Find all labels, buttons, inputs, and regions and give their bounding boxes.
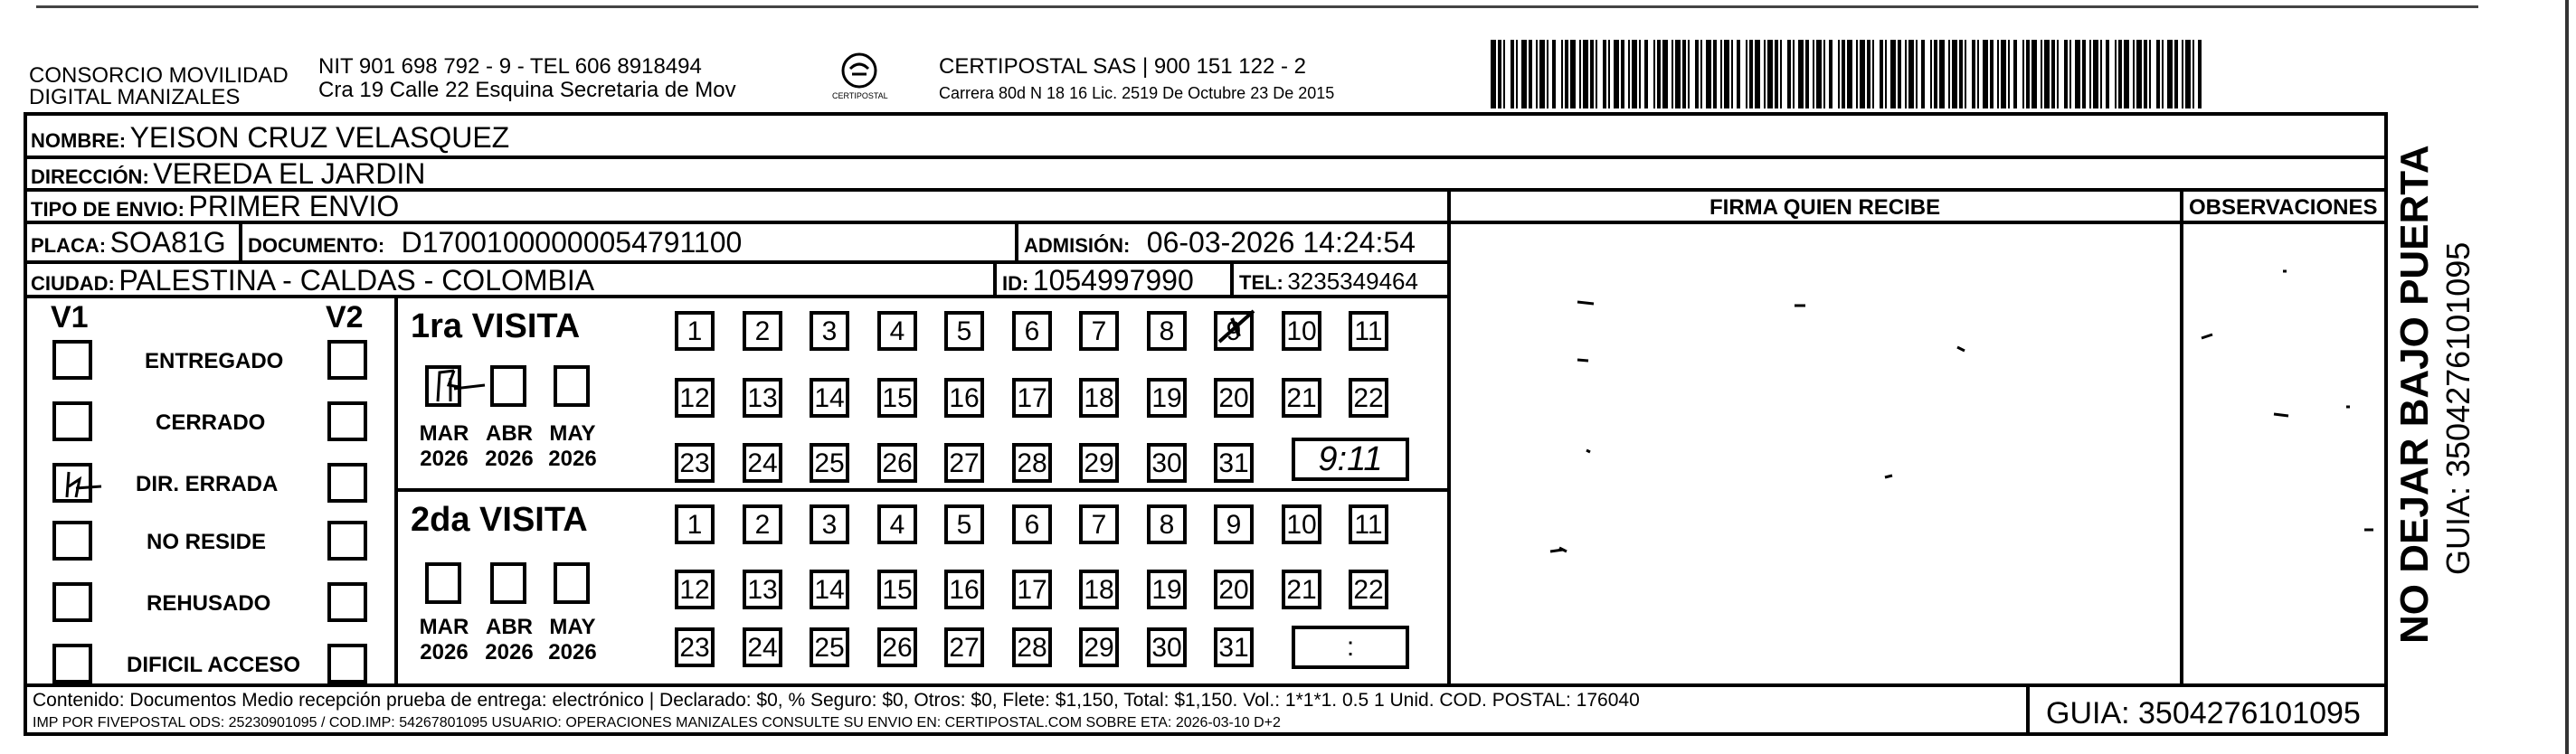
barcode-bar: [1746, 40, 1747, 108]
barcode-bar: [2118, 40, 2122, 108]
footer-guia: GUIA: 3504276101095: [2046, 696, 2361, 730]
nombre-value: YEISON CRUZ VELASQUEZ: [129, 121, 510, 154]
barcode-bar: [1813, 40, 1814, 108]
reason-label: REHUSADO: [147, 591, 271, 616]
barcode-bar: [1529, 40, 1532, 108]
second-visit-day-box[interactable]: 31: [1214, 627, 1254, 667]
second-visit-month-checkbox[interactable]: [490, 562, 526, 604]
barcode-bar: [2162, 40, 2164, 108]
barcode-bar: [2115, 40, 2117, 108]
ciudad-value: PALESTINA - CALDAS - COLOMBIA: [118, 264, 595, 297]
barcode-bar: [1644, 40, 1648, 108]
month-label: [541, 421, 604, 471]
barcode-bar: [1930, 40, 1932, 108]
barcode-bar: [1628, 40, 1630, 108]
documento-value: D17001000000054791100: [401, 226, 743, 259]
reason-label: ENTREGADO: [145, 349, 284, 373]
barcode-bar: [2057, 40, 2059, 108]
barcode-bar: [1720, 40, 1722, 108]
barcode-bar: [1590, 40, 1594, 108]
month-label: [541, 615, 604, 664]
second-visit-day-box[interactable]: 23: [675, 627, 715, 667]
barcode-bar: [1731, 40, 1733, 108]
id-value: 1054997990: [1032, 264, 1194, 297]
col-admision-divider: [1015, 221, 1018, 260]
barcode-bar: [2041, 40, 2042, 108]
first-visit-day-box[interactable]: 30: [1147, 443, 1187, 483]
first-visit-day-box[interactable]: 17: [1012, 378, 1052, 418]
barcode-bar: [2106, 40, 2109, 108]
first-visit-title: 1ra VISITA: [411, 307, 581, 345]
barcode-bar: [2064, 40, 2068, 108]
barcode-bar: [2022, 40, 2024, 108]
first-visit-day-box[interactable]: 20: [1214, 378, 1254, 418]
second-visit-day-box[interactable]: 5: [944, 504, 984, 544]
barcode-bar: [1905, 40, 1907, 108]
id-label: ID:: [1002, 272, 1029, 295]
barcode-bar: [1816, 40, 1822, 108]
first-visit-day-box[interactable]: 26: [877, 443, 917, 483]
barcode-bar: [2069, 40, 2071, 108]
second-visit-day-box[interactable]: 2: [743, 504, 782, 544]
first-visit-day-box[interactable]: 13: [743, 378, 782, 418]
barcode-bar: [2100, 40, 2102, 108]
first-visit-day-box[interactable]: 16: [944, 378, 984, 418]
col-guia-divider: [2026, 683, 2030, 736]
handwritten-mark-icon: [427, 365, 490, 407]
barcode-bar: [1639, 40, 1641, 108]
first-visit-day-box[interactable]: 1: [675, 311, 715, 351]
barcode-bar: [1503, 40, 1505, 108]
barcode-bar: [2008, 40, 2010, 108]
barcode-bar: [1959, 40, 1963, 108]
month-label: [478, 421, 541, 471]
barcode-bar: [1908, 40, 1914, 108]
barcode-bar: [1829, 40, 1833, 108]
first-visit-time-box[interactable]: [1292, 438, 1409, 481]
barcode-bar: [1521, 40, 1527, 108]
tipo-envio-label: TIPO DE ENVIO:: [31, 198, 185, 221]
barcode-bar: [1491, 40, 1496, 108]
second-visit-day-box[interactable]: 30: [1147, 627, 1187, 667]
barcode-bar: [1536, 40, 1538, 108]
barcode-bar: [1805, 40, 1809, 108]
v1-checkbox[interactable]: [52, 644, 92, 683]
second-visit-title: 2da VISITA: [411, 501, 588, 539]
ciudad-label: CIUDAD:: [31, 272, 115, 295]
second-visit-day-box[interactable]: 14: [810, 570, 849, 609]
v2-checkbox[interactable]: [327, 463, 367, 503]
first-visit-day-box[interactable]: 12: [675, 378, 715, 418]
barcode-bar: [1565, 40, 1568, 108]
tipo-envio-field: [31, 190, 399, 223]
first-visit-day-box[interactable]: 11: [1349, 311, 1388, 351]
admision-label: ADMISIÓN:: [1024, 234, 1131, 257]
barcode-bar: [1880, 40, 1883, 108]
placa-field: [31, 226, 226, 259]
v2-checkbox[interactable]: [327, 582, 367, 622]
reason-label: DIR. ERRADA: [136, 472, 279, 496]
barcode-bar: [1662, 40, 1668, 108]
second-visit-time-box[interactable]: [1292, 626, 1409, 669]
signature-area: [1451, 224, 2180, 683]
ciudad-field: [31, 264, 594, 297]
barcode-bar: [1688, 40, 1690, 108]
placa-value: SOA81G: [109, 226, 226, 259]
second-visit-day-box[interactable]: 22: [1349, 570, 1388, 609]
month-name: MAY: [549, 615, 596, 639]
first-visit-day-box[interactable]: 10: [1282, 311, 1321, 351]
first-visit-day-box[interactable]: 18: [1079, 378, 1119, 418]
second-visit-day-box[interactable]: 6: [1012, 504, 1052, 544]
first-visit-day-box[interactable]: 21: [1282, 378, 1321, 418]
second-visit-day-box[interactable]: 13: [743, 570, 782, 609]
first-visit-month-checkbox[interactable]: [490, 365, 526, 407]
barcode-bar: [2013, 40, 2017, 108]
barcode-bar: [1764, 40, 1766, 108]
second-visit-day-box[interactable]: 11: [1349, 504, 1388, 544]
barcode-bar: [1724, 40, 1729, 108]
admision-field: [1024, 226, 1416, 259]
v1-checkbox[interactable]: [52, 463, 92, 503]
direccion-value: VEREDA EL JARDIN: [153, 157, 426, 190]
nombre-field: [31, 121, 509, 155]
footer-content: Contenido: Documentos Medio recepción prueba de entrega: electrónico | Declarado: $0, % Seguro: $0, Otros: $0, Flete: $1,150, Total: $1,150. Vol.: 1*1*1. 0.5 1 Unid. COD. POSTAL: 176040: [33, 690, 1640, 711]
barcode-bar: [1775, 40, 1778, 108]
company-name-1: CONSORCIO MOVILIDAD: [29, 63, 289, 88]
second-visit-day-box[interactable]: 7: [1079, 504, 1119, 544]
barcode-bar: [2133, 40, 2135, 108]
reason-label: CERRADO: [156, 410, 266, 435]
courier-name: CERTIPOSTAL SAS | 900 151 122 - 2: [939, 54, 1306, 79]
logo-caption: CERTIPOSTAL: [832, 91, 888, 100]
barcode-bar: [1675, 40, 1681, 108]
barcode-bar: [1948, 40, 1950, 108]
id-field: [1002, 264, 1194, 297]
barcode-bar: [1867, 40, 1870, 108]
handwritten-check-icon: [1214, 306, 1264, 356]
second-visit-month-checkbox[interactable]: [554, 562, 590, 604]
first-visit-day-box[interactable]: 7: [1079, 311, 1119, 351]
month-name: MAR: [419, 615, 469, 639]
barcode-bar: [1561, 40, 1563, 108]
first-visit-day-box[interactable]: 8: [1147, 311, 1187, 351]
second-visit-day-box[interactable]: 1: [675, 504, 715, 544]
company-name-2: DIGITAL MANIZALES: [29, 85, 241, 109]
barcode-bar: [1547, 40, 1548, 108]
barcode-bar: [1952, 40, 1957, 108]
second-visit-day-box[interactable]: 29: [1079, 627, 1119, 667]
reason-label: DIFICIL ACCESO: [127, 653, 301, 677]
barcode-bar: [1997, 40, 1999, 108]
first-visit-day-box[interactable]: 27: [944, 443, 984, 483]
documento-field: [248, 226, 742, 259]
barcode-bar: [1898, 40, 1901, 108]
barcode-bar: [1621, 40, 1624, 108]
month-label: [478, 615, 541, 664]
month-year: 2026: [548, 639, 597, 664]
month-year: 2026: [420, 446, 469, 471]
barcode-bar: [1885, 40, 1887, 108]
barcode-bar: [1700, 40, 1702, 108]
barcode-bar: [1583, 40, 1588, 108]
barcode-bar: [1608, 40, 1610, 108]
barcode-bar: [1767, 40, 1773, 108]
barcode-bar: [2075, 40, 2080, 108]
tel-label: TEL:: [1239, 271, 1283, 294]
first-visit-day-box[interactable]: 25: [810, 443, 849, 483]
scan-edge-right: [2565, 0, 2569, 754]
second-visit-day-box[interactable]: 25: [810, 627, 849, 667]
barcode-bar: [2089, 40, 2091, 108]
barcode-bar: [1579, 40, 1581, 108]
barcode-bar: [1516, 40, 1518, 108]
second-visit-day-box[interactable]: 18: [1079, 570, 1119, 609]
barcode-bar: [1614, 40, 1619, 108]
barcode-bar: [1596, 40, 1597, 108]
month-year: 2026: [420, 639, 469, 664]
scan-edge-top: [36, 5, 2478, 8]
company-address: Cra 19 Calle 22 Esquina Secretaria de Mov: [318, 78, 736, 102]
v2-header: V2: [326, 300, 364, 335]
handwritten-mark-icon: [58, 467, 112, 503]
second-visit-day-box[interactable]: 12: [675, 570, 715, 609]
first-visit-day-box[interactable]: 29: [1079, 443, 1119, 483]
barcode-bar: [1552, 40, 1556, 108]
second-visit-day-box[interactable]: 20: [1214, 570, 1254, 609]
second-visit-day-box[interactable]: 8: [1147, 504, 1187, 544]
barcode-bar: [1653, 40, 1655, 108]
col-id-divider: [993, 260, 997, 295]
first-visit-day-box[interactable]: 9: [1214, 311, 1254, 351]
v2-checkbox[interactable]: [327, 521, 367, 561]
second-visit-day-box[interactable]: 4: [877, 504, 917, 544]
barcode-bar: [1977, 40, 1979, 108]
second-visit-day-box[interactable]: 16: [944, 570, 984, 609]
barcode-bar: [1706, 40, 1711, 108]
barcode-bar: [1695, 40, 1699, 108]
first-visit-day-box[interactable]: 2: [743, 311, 782, 351]
first-visit-day-box[interactable]: 24: [743, 443, 782, 483]
observations-area: [2183, 224, 2388, 683]
v2-checkbox[interactable]: [327, 644, 367, 683]
second-visit-day-box[interactable]: 21: [1282, 570, 1321, 609]
barcode-bar: [2198, 40, 2202, 108]
tel-field: [1239, 268, 1418, 296]
first-visit-day-box[interactable]: 22: [1349, 378, 1388, 418]
side-warning: [2392, 145, 2437, 644]
barcode-bar: [2051, 40, 2055, 108]
first-visit-month-checkbox[interactable]: [554, 365, 590, 407]
courier-address: Carrera 80d N 18 16 Lic. 2519 De Octubre 23 De 2015: [939, 84, 1335, 102]
second-visit-time: :: [1346, 632, 1355, 662]
barcode-bar: [2192, 40, 2194, 108]
side-guia: [2439, 241, 2477, 575]
second-visit-day-box[interactable]: 17: [1012, 570, 1052, 609]
second-visit-month-checkbox[interactable]: [425, 562, 461, 604]
barcode-bar: [1838, 40, 1840, 108]
barcode-bar: [2001, 40, 2006, 108]
barcode-bar: [2182, 40, 2183, 108]
first-visit-month-checkbox[interactable]: [425, 365, 461, 407]
barcode-bar: [1657, 40, 1661, 108]
barcode-bar: [1823, 40, 1825, 108]
barcode-bar: [2167, 40, 2173, 108]
barcode-bar: [1965, 40, 1966, 108]
month-name: ABR: [486, 615, 533, 639]
barcode-bar: [1603, 40, 1606, 108]
barcode-bar: [1990, 40, 1994, 108]
first-visit-day-box[interactable]: 19: [1147, 378, 1187, 418]
second-visit-day-box[interactable]: 28: [1012, 627, 1052, 667]
barcode-bar: [1921, 40, 1925, 108]
barcode-bar: [1798, 40, 1804, 108]
barcode-bar: [1972, 40, 1975, 108]
first-visit-day-box[interactable]: 23: [675, 443, 715, 483]
second-visit-day-box[interactable]: 24: [743, 627, 782, 667]
reason-label: NO RESIDE: [147, 530, 267, 554]
first-visit-day-box[interactable]: 6: [1012, 311, 1052, 351]
side-warning-text: NO DEJAR BAJO PUERTA: [2392, 145, 2437, 644]
barcode-bar: [1856, 40, 1858, 108]
v2-checkbox[interactable]: [327, 340, 367, 380]
first-visit-divider: [394, 488, 1449, 492]
second-visit-day-box[interactable]: 3: [810, 504, 849, 544]
barcode-bar: [1672, 40, 1673, 108]
first-visit-time: 9:11: [1318, 440, 1383, 478]
barcode-bar: [1847, 40, 1852, 108]
barcode-bar: [2082, 40, 2086, 108]
v1-checkbox[interactable]: [52, 521, 92, 561]
side-guia-text: GUIA: 3504276101095: [2439, 241, 2477, 575]
month-year: 2026: [485, 446, 534, 471]
month-name: ABR: [486, 421, 533, 446]
first-visit-day-box[interactable]: 3: [810, 311, 849, 351]
company-nit: NIT 901 698 792 - 9 - TEL 606 8918494: [318, 54, 702, 79]
month-label: [412, 421, 476, 471]
v1-header: V1: [51, 300, 89, 335]
footer-print-info: IMP POR FIVEPOSTAL ODS: 25230901095 / COD.IMP: 54267801095 USUARIO: OPERACIONES MANIZALES CONSULTE SU ENVIO EN: CERTIPOSTAL.COM SOBRE ETA: 2026-03-10 D+2: [33, 715, 1281, 730]
barcode-bar: [1860, 40, 1865, 108]
barcode-bar: [2026, 40, 2030, 108]
v2-checkbox[interactable]: [327, 401, 367, 441]
barcode-bar: [1755, 40, 1760, 108]
first-visit-day-box[interactable]: 5: [944, 311, 984, 351]
barcode: [1491, 40, 2205, 108]
nombre-label: NOMBRE:: [31, 129, 127, 152]
second-visit-day-box[interactable]: 27: [944, 627, 984, 667]
first-visit-day-box[interactable]: 28: [1012, 443, 1052, 483]
barcode-bar: [1872, 40, 1874, 108]
direccion-field: [31, 157, 425, 191]
month-name: MAR: [419, 421, 469, 446]
documento-label: DOCUMENTO:: [248, 234, 385, 257]
certipostal-logo: [832, 51, 886, 107]
barcode-bar: [1632, 40, 1637, 108]
barcode-bar: [2156, 40, 2160, 108]
month-label: [412, 615, 476, 664]
barcode-bar: [1983, 40, 1988, 108]
col-tel-divider: [1230, 260, 1234, 295]
tel-value: 3235349464: [1287, 268, 1418, 295]
barcode-bar: [2124, 40, 2129, 108]
barcode-bar: [2031, 40, 2037, 108]
barcode-bar: [1570, 40, 1576, 108]
admision-value: 06-03-2026 14:24:54: [1146, 226, 1416, 259]
barcode-bar: [1498, 40, 1501, 108]
barcode-bar: [1539, 40, 1545, 108]
barcode-bar: [2149, 40, 2151, 108]
second-visit-day-box[interactable]: 19: [1147, 570, 1187, 609]
first-visit-day-box[interactable]: 31: [1214, 443, 1254, 483]
row-line-footer: [24, 683, 2388, 687]
barcode-bar: [1934, 40, 1937, 108]
direccion-label: DIRECCIÓN:: [31, 165, 149, 188]
month-year: 2026: [485, 639, 534, 664]
barcode-bar: [1939, 40, 1945, 108]
v1-checkbox[interactable]: [52, 340, 92, 380]
barcode-bar: [2174, 40, 2178, 108]
col-placa-divider: [239, 221, 242, 260]
barcode-bar: [1682, 40, 1686, 108]
barcode-bar: [2093, 40, 2098, 108]
barcode-bar: [1916, 40, 1918, 108]
first-visit-day-box[interactable]: 15: [877, 378, 917, 418]
barcode-bar: [2136, 40, 2142, 108]
v1-checkbox[interactable]: [52, 582, 92, 622]
barcode-bar: [1713, 40, 1717, 108]
month-year: 2026: [548, 446, 597, 471]
barcode-bar: [1749, 40, 1753, 108]
second-visit-day-box[interactable]: 10: [1282, 504, 1321, 544]
barcode-bar: [1793, 40, 1795, 108]
first-visit-day-box[interactable]: 14: [810, 378, 849, 418]
observaciones-header: OBSERVACIONES: [2189, 195, 2378, 220]
barcode-bar: [1511, 40, 1514, 108]
barcode-bar: [1780, 40, 1782, 108]
barcode-bar: [2185, 40, 2191, 108]
tipo-envio-value: PRIMER ENVIO: [188, 190, 400, 222]
second-visit-day-box[interactable]: 15: [877, 570, 917, 609]
month-name: MAY: [549, 421, 596, 446]
second-visit-day-box[interactable]: 9: [1214, 504, 1254, 544]
first-visit-day-box[interactable]: 4: [877, 311, 917, 351]
barcode-bar: [2044, 40, 2050, 108]
col-visits-left: [394, 295, 398, 685]
barcode-bar: [2144, 40, 2147, 108]
barcode-bar: [1842, 40, 1845, 108]
placa-label: PLACA:: [31, 234, 107, 257]
barcode-bar: [1890, 40, 1896, 108]
firma-header: FIRMA QUIEN RECIBE: [1709, 195, 1941, 220]
second-visit-day-box[interactable]: 26: [877, 627, 917, 667]
barcode-bar: [1787, 40, 1791, 108]
barcode-bar: [1737, 40, 1740, 108]
v1-checkbox[interactable]: [52, 401, 92, 441]
